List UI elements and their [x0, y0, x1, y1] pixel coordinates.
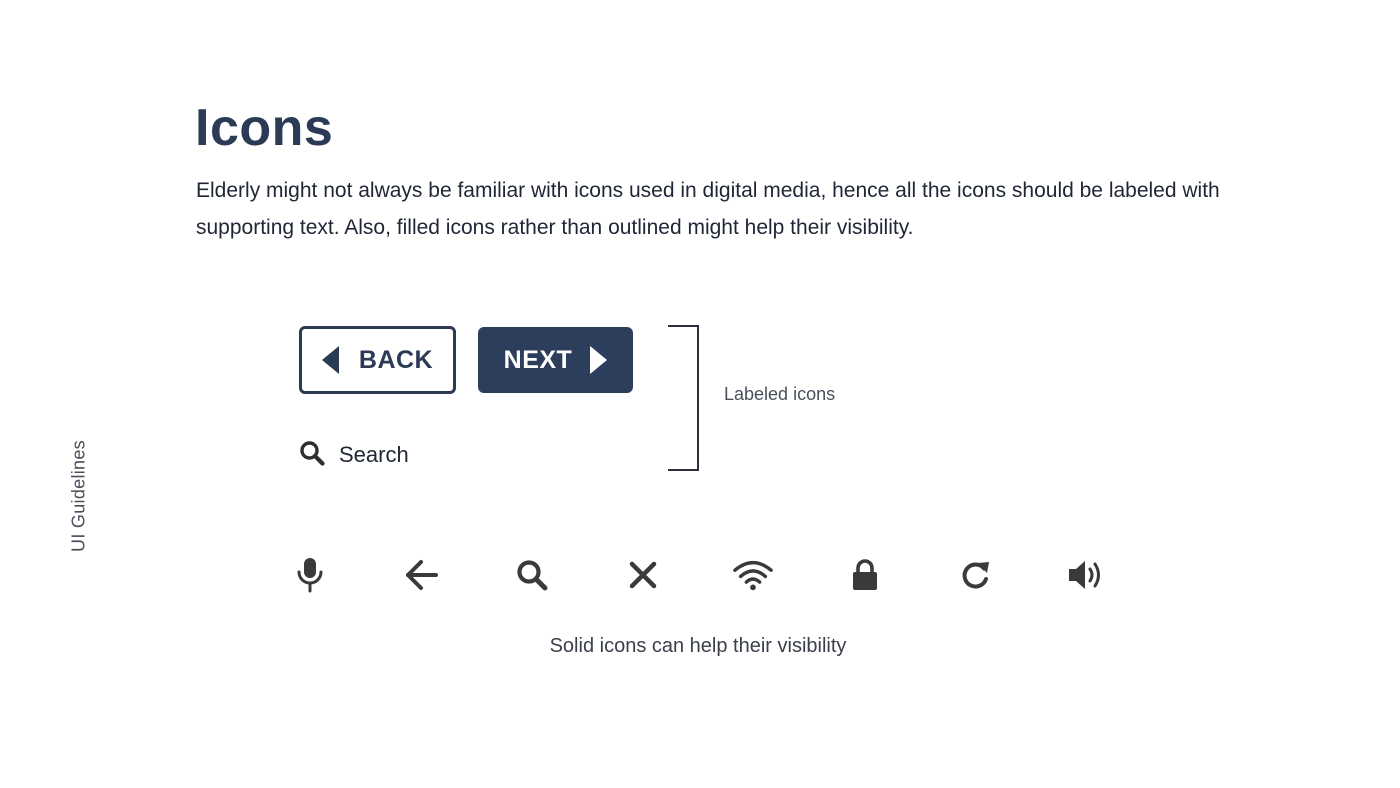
wifi-icon[interactable] — [733, 555, 773, 595]
search-icon — [299, 440, 325, 471]
group-bracket — [668, 325, 699, 471]
back-button-label: BACK — [358, 345, 434, 374]
close-icon[interactable] — [623, 555, 663, 595]
search-icon[interactable] — [512, 555, 552, 595]
side-label: UI Guidelines — [68, 440, 89, 552]
arrow-left-icon[interactable] — [401, 555, 441, 595]
caret-left-icon — [322, 346, 339, 374]
caret-right-icon — [590, 346, 607, 374]
intro-text: Elderly might not always be familiar with icons used in digital media, hence all the icons should be labeled with supporting text. Also, filled icons rather than outlined might help their visibility. — [196, 179, 1220, 239]
next-button[interactable] — [478, 327, 633, 393]
refresh-icon[interactable] — [955, 555, 995, 595]
page-title: Icons — [195, 99, 334, 157]
next-button-label: NEXT — [503, 345, 573, 374]
group-label: Labeled icons — [724, 384, 836, 404]
solid-icons-caption: Solid icons can help their visibility — [549, 635, 847, 657]
search-link[interactable] — [299, 436, 409, 474]
back-button[interactable] — [299, 326, 456, 394]
search-label: Search — [339, 442, 409, 467]
volume-icon[interactable] — [1066, 555, 1106, 595]
lock-icon[interactable] — [845, 555, 885, 595]
microphone-icon[interactable] — [290, 555, 330, 595]
